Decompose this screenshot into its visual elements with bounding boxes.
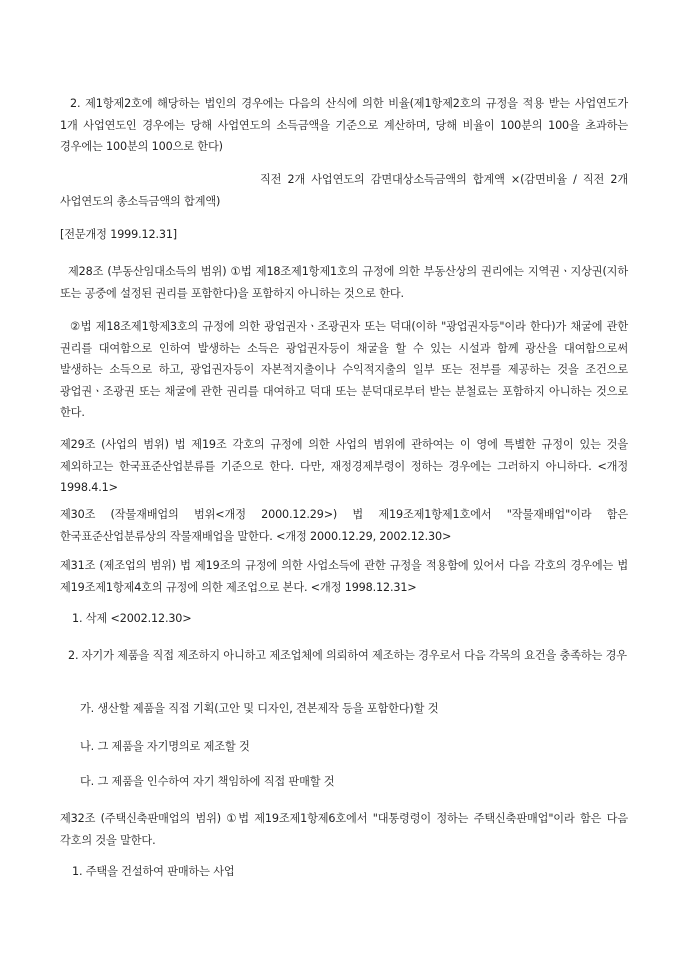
formula-paragraph: 직전 2개 사업연도의 감면대상소득금액의 합계액 ×(감면비율 / 직전 2개 사업연도의 총소득금액의 합계액): [60, 173, 628, 208]
paragraph-art27-item2: 2. 제1항제2호에 해당하는 법인의 경우에는 다음의 산식에 의한 비율(제1항제2호의 규정을 적용 받는 사업연도가 1개 사업연도인 경우에는 당해 사업연도의 소득금액을 기준으로 계산하며, 당해 비율이 100분의 100을 초과하는 경우에는 100분의 100으로 한다): [60, 97, 628, 153]
article-32-para1: 제32조 (주택신축판매업의 범위) ①법 제19조제1항제6호에서 "대통령령이 정하는 주택신축판매업"이라 함은 다음 각호의 것을 말한다.: [60, 812, 628, 847]
article-31-item2-da: 다. 그 제품을 인수하여 자기 책임하에 직접 판매할 것: [80, 775, 335, 788]
article-31-item2-ga: 가. 생산할 제품을 직접 기획(고안 및 디자인, 견본제작 등을 포함한다)할 것: [80, 702, 439, 715]
article-28-para2: ②법 제18조제1항제3호의 규정에 의한 광업권자ㆍ조광권자 또는 덕대(이하 "광업권자등"이라 한다)가 채굴에 관한 권리를 대여함으로 인하여 발생하는 소득은 광업권자등이 채굴을 할 수 있는 시설과 함께 광산을 대여함으로써 발생하는 소득으로 하고, 광업권자등이 자본적지출이나 수익적지출의 일부 또는 전부를 제공하는 것을 조건으로 광업권ㆍ조광권 또는 채굴에 관한 권리를 대여하고 덕대 또는 분덕대로부터 받는 분철료는 포함하지 아니하는 것으로 한다.: [60, 320, 628, 419]
article-31-item2-na: 나. 그 제품을 자기명의로 제조할 것: [80, 740, 250, 753]
article-32-item1: 1. 주택을 건설하여 판매하는 사업: [72, 865, 235, 878]
article-31: 제31조 (제조업의 범위) 법 제19조의 규정에 의한 사업소득에 관한 규정을 적용함에 있어서 다음 각호의 경우에는 법 제19조제1항제4호의 규정에 의한 제조업으로 본다. <개정 1998.12.31>: [60, 559, 628, 594]
revision-note: [전문개정 1999.12.31]: [60, 228, 178, 241]
article-28-para1: 제28조 (부동산임대소득의 범위) ①법 제18조제1항제1호의 규정에 의한 부동산상의 권리에는 지역권ㆍ지상권(지하 또는 공중에 설정된 권리를 포함한다)을 포함하지 아니하는 것으로 한다.: [60, 265, 628, 300]
article-31-item2: 2. 자기가 제품을 직접 제조하지 아니하고 제조업체에 의뢰하여 제조하는 경우로서 다음 각목의 요건을 충족하는 경우: [68, 649, 627, 662]
article-30: 제30조 (작물재배업의 범위<개정 2000.12.29>) 법 제19조제1항제1호에서 "작물재배업"이라 함은 한국표준산업분류상의 작물재배업을 말한다. <개정 2000.12.29, 2002.12.30>: [60, 508, 628, 543]
article-29: 제29조 (사업의 범위) 법 제19조 각호의 규정에 의한 사업의 범위에 관하여는 이 영에 특별한 규정이 있는 것을 제외하고는 한국표준산업분류를 기준으로 한다. 다만, 재정경제부령이 정하는 경우에는 그러하지 아니하다. <개정 1998.4.1>: [60, 438, 628, 494]
article-31-item1: 1. 삭제 <2002.12.30>: [72, 612, 192, 625]
